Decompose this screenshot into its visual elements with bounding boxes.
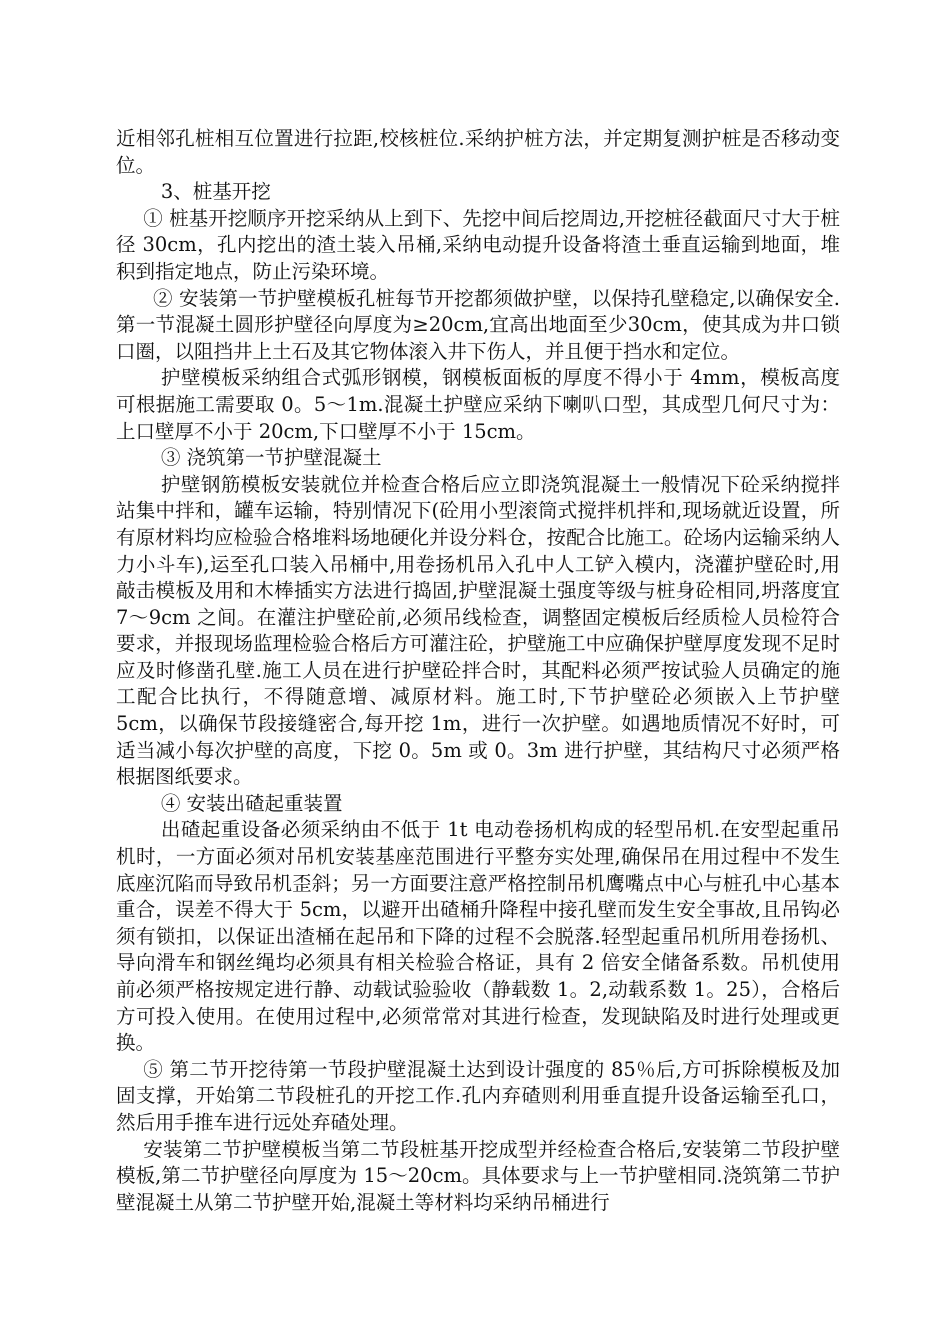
subheading-first-wall-concrete: ③ 浇筑第一节护壁混凝土 bbox=[160, 446, 382, 470]
paragraph-pile-position-check: 近相邻孔桩相互位置进行拉距,校核桩位.采纳护桩方法，并定期复测护桩是否移动变位。 bbox=[116, 127, 840, 177]
paragraph-second-excavation: ⑤ 第二节开挖待第一节段护壁混凝土达到设计强度的 85％后,方可拆除模板及加固支撑，开始第二节段桩孔的开挖工作.孔内弃碴则利用垂直提升设备运输至孔口，然后用手推车进行远处弃碴处理。 bbox=[116, 1057, 840, 1134]
paragraph-lifting-equipment: 出碴起重设备必须采纳由不低于 1t 电动卷扬机构成的轻型吊机.在安型起重吊机时，一方面必须对吊机安装基座范围进行平整夯实处理,确保吊在用过程中不发生底座沉陷而导致吊机歪斜；另一方面要注意严格控制吊机鹰嘴点中心与桩孔中心基本重合，误差不得大于 5cm，以避开出碴桶升降程中接孔壁而发生安全事故,且吊钩必须有锁扣，以保证出渣桶在起吊和下降的过程不会脱落.轻型起重吊机所用卷扬机、导向滑车和钢丝绳均必须具有相关检验合格证，具有 2 倍安全储备系数。吊机使用前必须严格按规定进行静、动载试验验收（静载数 1。2,动载系数 1。25），合格后方可投入使用。在使用过程中,必须常常对其进行检查，发现缺陷及时进行处理或更换。 bbox=[116, 818, 840, 1055]
paragraph-concrete-pouring: 护壁钢筋模板安装就位并检查合格后应立即浇筑混凝土一般情况下砼采纳搅拌站集中拌和，罐车运输，特别情况下(砼用小型滚筒式搅拌机拌和,现场就近设置，所有原材料均应检验合格堆料场地硬化并设分料仓，按配合比施工。砼场内运输采纳人力小斗车),运至孔口装入吊桶中,用卷扬机吊入孔中人工铲入模内，浇灌护壁砼时,用敲击模板及用和木棒插实方法进行捣固,护壁混凝土强度等级与桩身砼相同,坍落度宜 7～9cm 之间。在灌注护壁砼前,必须吊线检查，调整固定模板后经质检人员检符合要求，并报现场监理检验合格后方可灌注砼，护壁施工中应确保护壁厚度发现不足时应及时修凿孔壁.施工人员在进行护壁砼拌合时，其配料必须严按试验人员确定的施工配合比执行，不得随意增、减原材料。施工时,下节护壁砼必须嵌入上节护壁 5cm，以确保节段接缝密合,每开挖 1m，进行一次护壁。如遇地质情况不好时，可适当减小每次护壁的高度，下挖 0。5m 或 0。3m 进行护壁，其结构尺寸必须严格根据图纸要求。 bbox=[116, 472, 840, 789]
paragraph-formwork-specs: 护壁模板采纳组合式弧形钢模，钢模板面板的厚度不得小于 4mm，模板高度可根据施工需要取 0。5～1m.混凝土护壁应采纳下喇叭口型，其成型几何尺寸为：上口壁厚不小于 20cm,下口壁厚不小于 15cm。 bbox=[116, 366, 840, 443]
paragraph-excavation-order: ① 桩基开挖顺序开挖采纳从上到下、先挖中间后挖周边,开挖桩径截面尺寸大于桩径 30cm，孔内挖出的渣土装入吊桶,采纳电动提升设备将渣土垂直运输到地面，堆积到指定地点，防止污染环境。 bbox=[116, 206, 840, 283]
paragraph-second-wall-formwork: 安装第二节护壁模板当第二节段桩基开挖成型并经检查合格后,安装第二节段护壁模板,第二节护壁径向厚度为 15～20cm。具体要求与上一节护壁相同.浇筑第二节护壁混凝土从第二节护壁开始,混凝土等材料均采纳吊桶进行 bbox=[116, 1137, 840, 1214]
document-page bbox=[116, 126, 840, 1216]
section-heading-pile-excavation: 3、桩基开挖 bbox=[160, 180, 271, 204]
subheading-lifting-device: ④ 安装出碴起重装置 bbox=[160, 791, 343, 815]
paragraph-first-wall-formwork: ② 安装第一节护壁模板孔桩每节开挖都须做护壁，以保持孔壁稳定,以确保安全.第一节混凝土圆形护壁径向厚度为≥20cm,宜高出地面至少30cm，使其成为井口锁口圈，以阻挡井上土石及其它物体滚入井下伤人，并且便于挡水和定位。 bbox=[116, 286, 840, 363]
